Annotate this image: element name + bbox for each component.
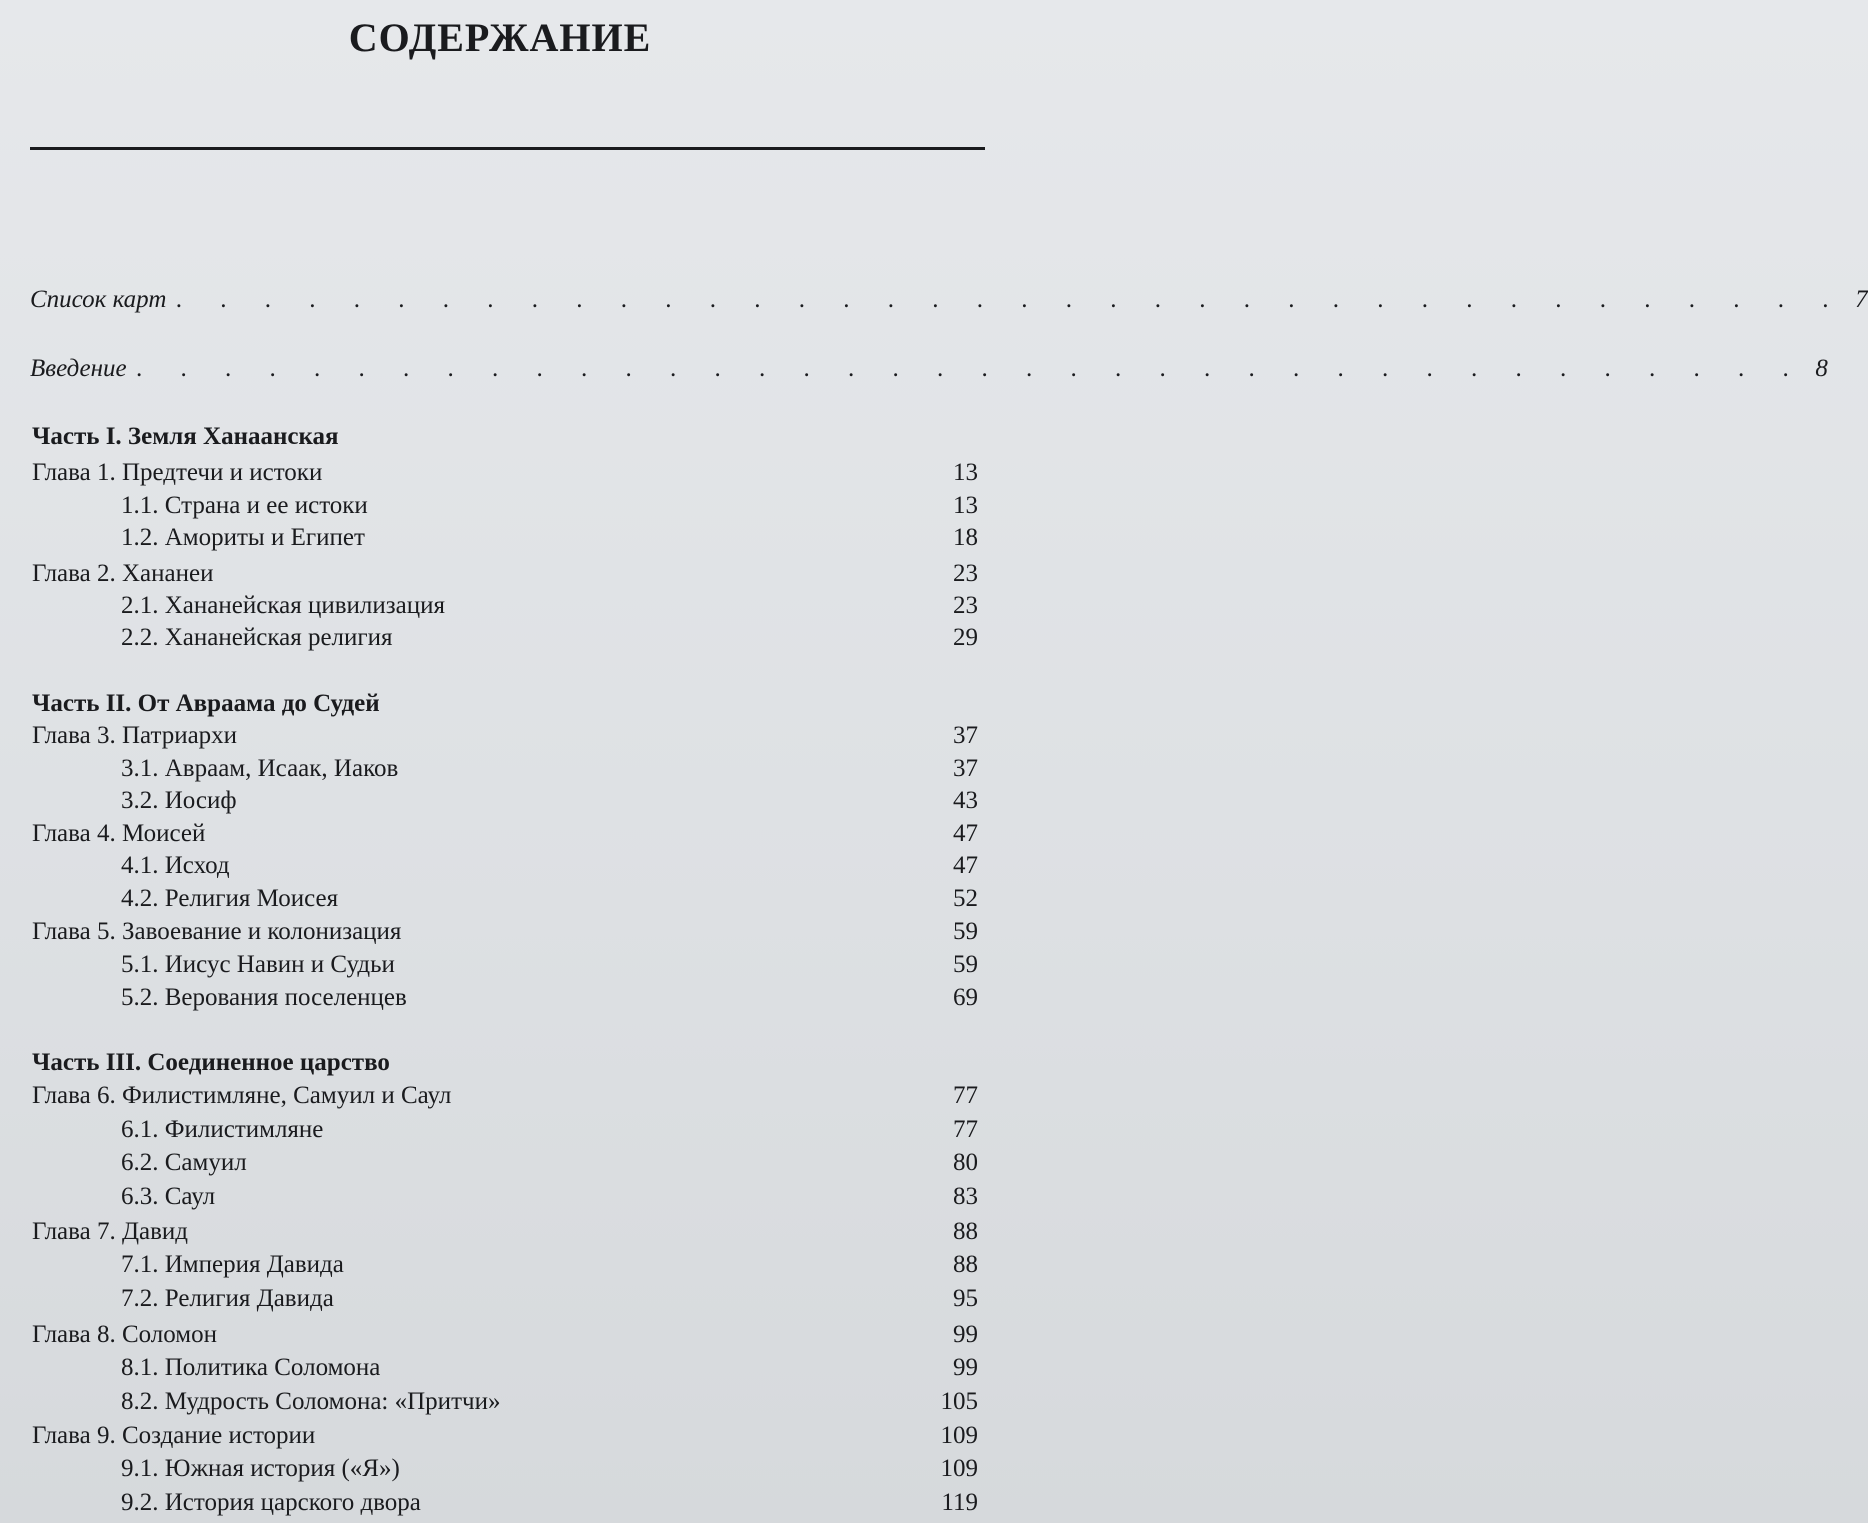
toc-entry-label: 1.1. Страна и ее истоки (121, 492, 368, 519)
toc-page-number: 59 (953, 951, 978, 978)
toc-entry-label: 3.2. Иосиф (121, 787, 237, 814)
toc-page-number: 13 (953, 459, 978, 486)
toc-page-number: 99 (953, 1321, 978, 1348)
toc-page-number: 47 (953, 820, 978, 847)
toc-page-number: 29 (953, 624, 978, 651)
toc-section-entry (121, 1113, 978, 1147)
dot-leader: . . . . . . . . . . . . . . . . . . . . . . . . . . . . . . . . . . . . . . (176, 286, 1846, 313)
toc-entry-label: 2.1. Хананейская цивилизация (121, 592, 445, 619)
toc-page-number: 23 (953, 592, 978, 619)
toc-page-number: 8 (1815, 355, 1828, 382)
toc-entry-label: Глава 6. Филистимляне, Самуил и Саул (32, 1082, 452, 1109)
toc-page-number: 52 (953, 885, 978, 912)
toc-entry-label: 9.2. История царского двора (121, 1489, 421, 1516)
toc-entry-label: Глава 4. Моисей (32, 820, 206, 847)
toc-section-entry (121, 784, 978, 818)
toc-page-number: 88 (953, 1218, 978, 1245)
toc-part-heading (32, 1046, 978, 1080)
toc-entry-label: 4.2. Религия Моисея (121, 885, 339, 912)
toc-page-number: 18 (953, 524, 978, 551)
dot-leader: . . . . . . . . . . . . . . . . . . . . . . . . . . . . . . . . . . . . . . (136, 355, 1806, 382)
toc-entry-label: 3.1. Авраам, Исаак, Иаков (121, 755, 399, 782)
toc-section-entry (121, 849, 978, 883)
toc-entry-label: 6.2. Самуил (121, 1149, 247, 1176)
toc-section-entry (121, 1486, 978, 1520)
toc-entry-label: Введение (30, 355, 127, 382)
toc-entry-label: 6.1. Филистимляне (121, 1116, 324, 1143)
toc-entry-label: Глава 5. Завоевание и колонизация (32, 918, 402, 945)
toc-front-entry (30, 283, 1868, 317)
toc-section-entry (121, 752, 978, 786)
page-title: СОДЕРЖАНИЕ (348, 15, 652, 60)
toc-entry-label: Глава 1. Предтечи и истоки (32, 459, 323, 486)
toc-entry-label: Часть II. От Авраама до Судей (32, 690, 380, 717)
toc-chapter-entry (32, 1079, 978, 1113)
toc-page-number: 88 (953, 1251, 978, 1278)
toc-section-entry (121, 1248, 978, 1282)
toc-entry-label: 6.3. Саул (121, 1183, 216, 1210)
toc-section-entry (121, 981, 978, 1015)
toc-entry-label: Глава 7. Давид (32, 1218, 189, 1245)
toc-chapter-entry (32, 1318, 978, 1352)
toc-page-number: 69 (953, 984, 978, 1011)
toc-section-entry (121, 882, 978, 916)
toc-entry-label: 8.1. Политика Соломона (121, 1354, 381, 1381)
toc-page-number: 77 (953, 1082, 978, 1109)
toc-entry-label: Часть I. Земля Ханаанская (32, 423, 339, 450)
toc-entry-label: 7.2. Религия Давида (121, 1285, 334, 1312)
toc-page-number: 99 (953, 1354, 978, 1381)
toc-chapter-entry (32, 557, 978, 591)
toc-part-heading (32, 420, 978, 454)
toc-entry-label: 2.2. Хананейская религия (121, 624, 393, 651)
toc-page-number: 80 (953, 1149, 978, 1176)
toc-chapter-entry (32, 456, 978, 490)
toc-part-heading (32, 687, 978, 721)
toc-entry-label: Глава 3. Патриархи (32, 722, 238, 749)
toc-entry-label: Глава 9. Создание истории (32, 1422, 316, 1449)
toc-entry-label: Часть III. Соединенное царство (32, 1049, 390, 1076)
toc-section-entry (121, 1385, 978, 1419)
toc-entry-label: Глава 8. Соломон (32, 1321, 218, 1348)
toc-entry-label: 5.2. Верования поселенцев (121, 984, 407, 1011)
toc-front-entry (30, 352, 1828, 386)
toc-page-number: 119 (941, 1489, 978, 1516)
toc-section-entry (121, 521, 978, 555)
toc-page-number: 109 (940, 1455, 978, 1482)
toc-page-number: 109 (940, 1422, 978, 1449)
toc-page-number: 105 (940, 1388, 978, 1415)
toc-section-entry (121, 1180, 978, 1214)
toc-page-number: 37 (953, 722, 978, 749)
toc-page-number: 13 (953, 492, 978, 519)
toc-entry-label: 9.1. Южная история («Я») (121, 1455, 400, 1482)
toc-section-entry (121, 489, 978, 523)
toc-chapter-entry (32, 1419, 978, 1453)
toc-chapter-entry (32, 719, 978, 753)
toc-page-number: 47 (953, 852, 978, 879)
toc-page-number: 23 (953, 560, 978, 587)
toc-chapter-entry (32, 1215, 978, 1249)
toc-entry-label: 1.2. Амориты и Египет (121, 524, 365, 551)
toc-section-entry (121, 1351, 978, 1385)
toc-entry-label: 4.1. Исход (121, 852, 230, 879)
toc-page-number: 7 (1855, 286, 1868, 313)
toc-chapter-entry (32, 915, 978, 949)
toc-section-entry (121, 948, 978, 982)
toc-entry-label: Список карт (30, 286, 167, 313)
toc-page-number: 77 (953, 1116, 978, 1143)
toc-entry-label: 7.1. Империя Давида (121, 1251, 344, 1278)
toc-section-entry (121, 621, 978, 655)
toc-section-entry (121, 589, 978, 623)
toc-section-entry (121, 1146, 978, 1180)
toc-page-number: 83 (953, 1183, 978, 1210)
toc-page-number: 95 (953, 1285, 978, 1312)
toc-section-entry (121, 1282, 978, 1316)
toc-entry-label: 8.2. Мудрость Соломона: «Притчи» (121, 1388, 501, 1415)
toc-page-number: 43 (953, 787, 978, 814)
toc-section-entry (121, 1452, 978, 1486)
toc-entry-label: Глава 2. Хананеи (32, 560, 214, 587)
title-divider (30, 147, 985, 150)
toc-entry-label: 5.1. Иисус Навин и Судьи (121, 951, 395, 978)
toc-page-number: 59 (953, 918, 978, 945)
toc-page-number: 37 (953, 755, 978, 782)
toc-chapter-entry (32, 817, 978, 851)
